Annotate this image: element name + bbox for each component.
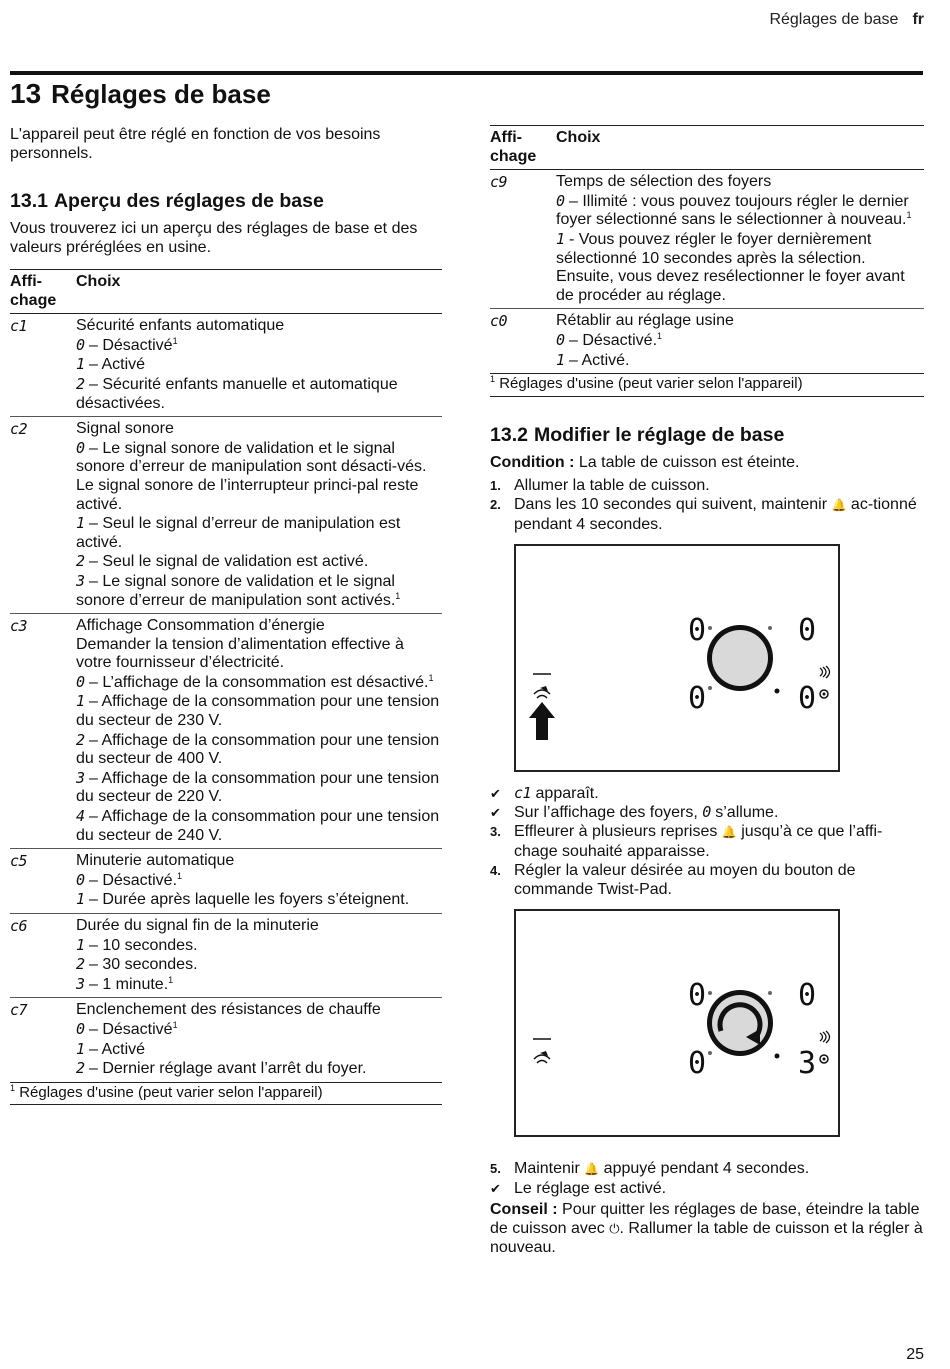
footnote-ref: 1	[172, 1019, 178, 1030]
footnote-ref: 1	[395, 590, 401, 601]
choice-line	[76, 1059, 442, 1079]
col-header-choice: Choix	[556, 126, 924, 170]
choice-text: Signal sonore	[76, 420, 174, 438]
choice-line	[76, 552, 442, 572]
choice-line	[76, 871, 442, 891]
choice-text: – Seul le signal d’erreur de manipulation est activé.	[76, 515, 401, 551]
setting-code: c5	[10, 852, 28, 871]
step-item	[490, 822, 924, 861]
tip-text: . Rallumer la table de cuisson et la régler à nouveau.	[490, 1219, 923, 1256]
section-13-1-text: Vous trouverez ici un aperçu des réglages de base et des valeurs préréglées en usine.	[10, 220, 418, 256]
choice-text: Temps de sélection des foyers	[556, 173, 772, 191]
step-text: appuyé pendant 4 secondes.	[603, 1159, 810, 1177]
tip-label: Conseil :	[490, 1200, 558, 1218]
choice-text: Durée du signal fin de la minuterie	[76, 917, 319, 934]
choice-line	[76, 731, 442, 769]
choice-text: – Affichage de la consommation pour une tension du secteur de 230 V.	[76, 693, 440, 730]
setting-code: c7	[10, 1001, 28, 1020]
step-number: 2.	[490, 496, 501, 512]
section-number: 13.2	[490, 423, 528, 446]
choice-text: – Sécurité enfants manuelle et automatique désactivées.	[76, 375, 398, 412]
footnote-mark: 1	[10, 1082, 16, 1093]
page-number: 25	[906, 1346, 924, 1363]
setting-choice-cell	[556, 170, 924, 309]
choice-text: Enclenchement des résistances de chauffe	[76, 1001, 381, 1019]
power-icon: ⏻	[609, 1220, 620, 1236]
settings-sensor-icon	[533, 674, 551, 698]
setting-choice-cell	[76, 314, 442, 417]
choice-text: – Le signal sonore de validation et le signal sonore d’erreur de manipulation sont désacti-vés. Le signal sonore de l’interrupteur princi-pal reste activé.	[76, 439, 427, 513]
step-text: ac-tionné pendant 4 secondes.	[514, 495, 917, 533]
display-code: c1	[514, 783, 532, 802]
left-column	[10, 125, 442, 1105]
steps-list-3	[490, 1159, 924, 1198]
check-item	[490, 803, 924, 822]
choice-digit: 1	[76, 890, 85, 909]
setting-row	[10, 998, 442, 1082]
control-panel-figure-2	[514, 909, 840, 1137]
choice-text: – 30 secondes.	[88, 956, 198, 974]
choice-line	[76, 692, 442, 730]
footnote-text: Réglages d'usine (peut varier selon l'appareil)	[19, 1083, 323, 1101]
choice-line	[556, 192, 924, 230]
display-bottom-right: 0	[798, 680, 817, 716]
step-text: Régler la valeur désirée au moyen du bouton de commande Twist-Pad.	[514, 861, 856, 898]
choice-digit: 2	[76, 1059, 85, 1078]
choice-line	[76, 917, 442, 936]
check-item	[490, 784, 924, 803]
choice-text: – Seul le signal de validation est activé.	[88, 553, 369, 571]
choice-digit: 4	[76, 807, 85, 826]
step-text: s’allume.	[715, 803, 779, 821]
setting-row	[10, 614, 442, 849]
choice-digit: 1	[76, 1039, 85, 1058]
col-header-display: Affi-chage	[490, 126, 556, 170]
section-title-text: Modifier le réglage de base	[533, 423, 785, 446]
display-bottom-right: 3	[798, 1045, 817, 1081]
setting-row	[10, 417, 442, 614]
footnote-ref: 1	[172, 335, 178, 346]
bell-icon: 🔔	[721, 824, 737, 839]
step-number: 3.	[490, 823, 501, 839]
choice-line	[76, 420, 442, 439]
setting-code-cell	[490, 309, 556, 374]
choice-digit: 2	[76, 730, 85, 749]
setting-choice-cell	[76, 914, 442, 998]
display-top-right: 0	[798, 612, 817, 648]
choice-text: Sécurité enfants automatique	[76, 317, 285, 335]
choice-digit: 0	[76, 438, 85, 457]
choice-line	[556, 173, 924, 192]
choice-digit: 2	[76, 955, 85, 974]
setting-code-cell	[10, 314, 76, 417]
choice-text: Minuterie automatique	[76, 852, 235, 870]
choice-line	[76, 636, 442, 673]
setting-choice-cell	[76, 998, 442, 1082]
choice-text: – Dernier réglage avant l’arrêt du foyer.	[88, 1060, 367, 1078]
display-bottom-left: 0	[688, 1045, 707, 1081]
footnote-text: Réglages d'usine (peut varier selon l'appareil)	[499, 375, 803, 393]
checkmark-icon: ✔	[490, 785, 501, 801]
choice-digit: 1	[76, 935, 85, 954]
choice-digit: 0	[76, 335, 85, 354]
setting-code-cell	[10, 998, 76, 1082]
control-panel-illustration-2	[516, 911, 838, 1135]
chapter-title-text: Réglages de base	[51, 79, 271, 109]
display-top-right: 0	[798, 977, 817, 1013]
choice-digit: 1	[76, 514, 85, 533]
choice-digit: 0	[76, 672, 85, 691]
setting-code: c2	[10, 420, 28, 439]
step-item	[490, 1159, 924, 1179]
step-text: Le réglage est activé.	[514, 1179, 667, 1197]
display-bottom-left: 0	[688, 680, 707, 716]
choice-line	[76, 1020, 442, 1040]
footnote-ref: 1	[177, 870, 183, 881]
choice-line	[76, 1001, 442, 1020]
arrow-up-icon	[529, 702, 555, 740]
setting-code-cell	[10, 614, 76, 849]
choice-line	[76, 673, 442, 693]
setting-row	[490, 170, 924, 309]
choice-line	[556, 351, 924, 371]
choice-line	[76, 955, 442, 975]
choice-text: – Activé	[88, 356, 146, 374]
choice-text: – Durée après laquelle les foyers s’éteignent.	[88, 891, 410, 909]
settings-sensor-icon	[533, 1039, 551, 1063]
setting-choice-cell	[76, 614, 442, 849]
bell-icon: 🔔	[831, 497, 847, 512]
setting-choice-cell	[76, 417, 442, 614]
tip-text: Pour quitter les réglages de base, éteindre la table de cuisson avec	[490, 1200, 920, 1237]
choice-digit: 0	[76, 870, 85, 889]
setting-code-cell	[490, 170, 556, 309]
section-title-text: Aperçu des réglages de base	[53, 190, 324, 212]
step-text: Dans les 10 secondes qui suivent, maintenir	[514, 495, 828, 513]
steps-list-2	[490, 784, 924, 899]
setting-row	[10, 849, 442, 914]
choice-line	[76, 375, 442, 413]
step-text: apparaît.	[535, 784, 599, 802]
setting-code: c3	[10, 617, 28, 636]
display-top-left: 0	[688, 612, 707, 648]
choice-text: Demander la tension d’alimentation effective à votre fournisseur d’électricité.	[76, 635, 404, 672]
chapter-title	[10, 78, 271, 110]
choice-digit: 3	[76, 571, 85, 590]
choice-line	[556, 230, 924, 305]
control-panel-figure-1	[514, 544, 840, 772]
choice-digit: 2	[76, 552, 85, 571]
choice-line	[76, 769, 442, 807]
choice-text: Rétablir au réglage usine	[556, 312, 734, 330]
display-top-left: 0	[688, 977, 707, 1013]
footnote-ref: 1	[428, 672, 434, 683]
col-header-choice: Choix	[76, 270, 442, 314]
choice-line	[556, 331, 924, 351]
choice-text: – Affichage de la consommation pour une tension du secteur de 240 V.	[76, 808, 440, 844]
setting-code: c6	[10, 917, 28, 935]
step-text: Effleurer à plusieurs reprises	[514, 822, 718, 840]
step-text: Allumer la table de cuisson.	[514, 476, 710, 494]
choice-line	[76, 936, 442, 956]
choice-text: - Vous pouvez régler le foyer dernièrement sélectionné 10 secondes après la sélection. Ensuite, vous devez resélectionner le foyer avant de procéder au réglage.	[556, 230, 905, 304]
choice-line	[76, 336, 442, 356]
choice-text: – Désactivé	[88, 336, 173, 354]
choice-line	[76, 317, 442, 336]
tip-paragraph	[490, 1200, 924, 1257]
setting-choice-cell	[76, 849, 442, 914]
control-panel-illustration-1	[516, 546, 838, 770]
step-item	[490, 476, 924, 495]
choice-text: – L’affichage de la consommation est désactivé.	[88, 673, 429, 691]
checkmark-icon: ✔	[490, 804, 501, 820]
choice-line	[76, 890, 442, 910]
setting-code: c0	[490, 312, 508, 331]
steps-list-1	[490, 476, 924, 534]
choice-line	[76, 852, 442, 871]
table-footnote	[10, 1082, 442, 1105]
choice-text: – Activé.	[568, 351, 630, 369]
step-item	[490, 861, 924, 899]
setting-code: c9	[490, 173, 508, 192]
choice-text: – Illimité : vous pouvez toujours régler le dernier foyer sélectionné sans le sélectionner à nouveau.	[556, 192, 909, 229]
choice-digit: 1	[556, 229, 565, 248]
setting-row	[10, 914, 442, 998]
checkmark-icon: ✔	[490, 1180, 501, 1196]
wifi-icon	[820, 666, 830, 678]
choice-line	[556, 312, 924, 331]
running-header	[769, 11, 924, 29]
choice-text: – 1 minute.	[88, 975, 169, 993]
section-13-2-title	[490, 424, 924, 447]
condition-label: Condition :	[490, 453, 575, 471]
col-header-display: Affi-chage	[10, 270, 76, 314]
choice-line	[76, 572, 442, 610]
choice-text: – Désactivé.	[568, 331, 658, 349]
choice-digit: 1	[556, 350, 565, 369]
header-language: fr	[912, 11, 924, 28]
setting-choice-cell	[556, 309, 924, 374]
setting-code-cell	[10, 417, 76, 614]
choice-text: – Le signal sonore de validation et le signal sonore d’erreur de manipulation sont activés.	[76, 572, 396, 609]
header-section-title: Réglages de base	[769, 11, 899, 28]
choice-digit: 1	[76, 355, 85, 374]
setting-code: c1	[10, 317, 28, 336]
table-footnote	[490, 374, 924, 397]
condition	[490, 453, 924, 472]
footnote-ref: 1	[657, 330, 663, 341]
section-13-1-title	[10, 190, 442, 213]
choice-digit: 0	[556, 330, 565, 349]
right-column	[490, 125, 924, 1257]
setting-code-cell	[10, 849, 76, 914]
display-digit: 0	[702, 802, 711, 821]
step-item	[490, 495, 924, 534]
step-text: Maintenir	[514, 1159, 580, 1177]
footnote-ref: 1	[906, 210, 912, 221]
chapter-number: 13	[10, 78, 42, 109]
choice-text: – Activé	[88, 1040, 146, 1058]
choice-line	[76, 439, 442, 514]
setting-row	[490, 309, 924, 374]
choice-text: – Affichage de la consommation pour une tension du secteur de 220 V.	[76, 769, 440, 806]
choice-text: – Affichage de la consommation pour une tension du secteur de 400 V.	[76, 731, 440, 768]
choice-line	[76, 514, 442, 552]
choice-digit: 3	[76, 974, 85, 993]
choice-digit: 0	[556, 191, 565, 210]
setting-code-cell	[10, 914, 76, 998]
choice-digit: 2	[76, 374, 85, 393]
condition-text: La table de cuisson est éteinte.	[578, 453, 800, 471]
footnote-mark: 1	[490, 374, 496, 385]
check-item	[490, 1179, 924, 1198]
choice-text: Affichage Consommation d’énergie	[76, 617, 325, 635]
choice-line	[76, 617, 442, 636]
choice-digit: 0	[76, 1019, 85, 1038]
wifi-icon	[820, 1031, 830, 1043]
section-number: 13.1	[10, 190, 48, 212]
intro-paragraph: L'appareil peut être réglé en fonction de vos besoins personnels.	[10, 126, 381, 162]
setting-row	[10, 314, 442, 417]
choice-line	[76, 975, 442, 995]
choice-text: – Désactivé	[88, 1020, 173, 1038]
bell-icon: 🔔	[584, 1161, 600, 1176]
settings-table-right	[490, 125, 924, 397]
choice-digit: 3	[76, 768, 85, 787]
step-number: 1.	[490, 477, 501, 493]
footnote-ref: 1	[168, 974, 174, 985]
choice-digit: 1	[76, 692, 85, 711]
step-number: 4.	[490, 862, 501, 878]
choice-line	[76, 1040, 442, 1060]
choice-line	[76, 355, 442, 375]
step-text: jusqu’à ce que l’affi-chage souhaité apparaisse.	[514, 822, 883, 860]
step-text: Sur l’affichage des foyers,	[514, 803, 698, 821]
choice-text: – 10 secondes.	[88, 936, 198, 954]
choice-line	[76, 807, 442, 845]
step-number: 5.	[490, 1160, 501, 1176]
choice-text: – Désactivé.	[88, 871, 178, 889]
settings-table-left	[10, 269, 442, 1105]
top-rule	[10, 71, 923, 75]
